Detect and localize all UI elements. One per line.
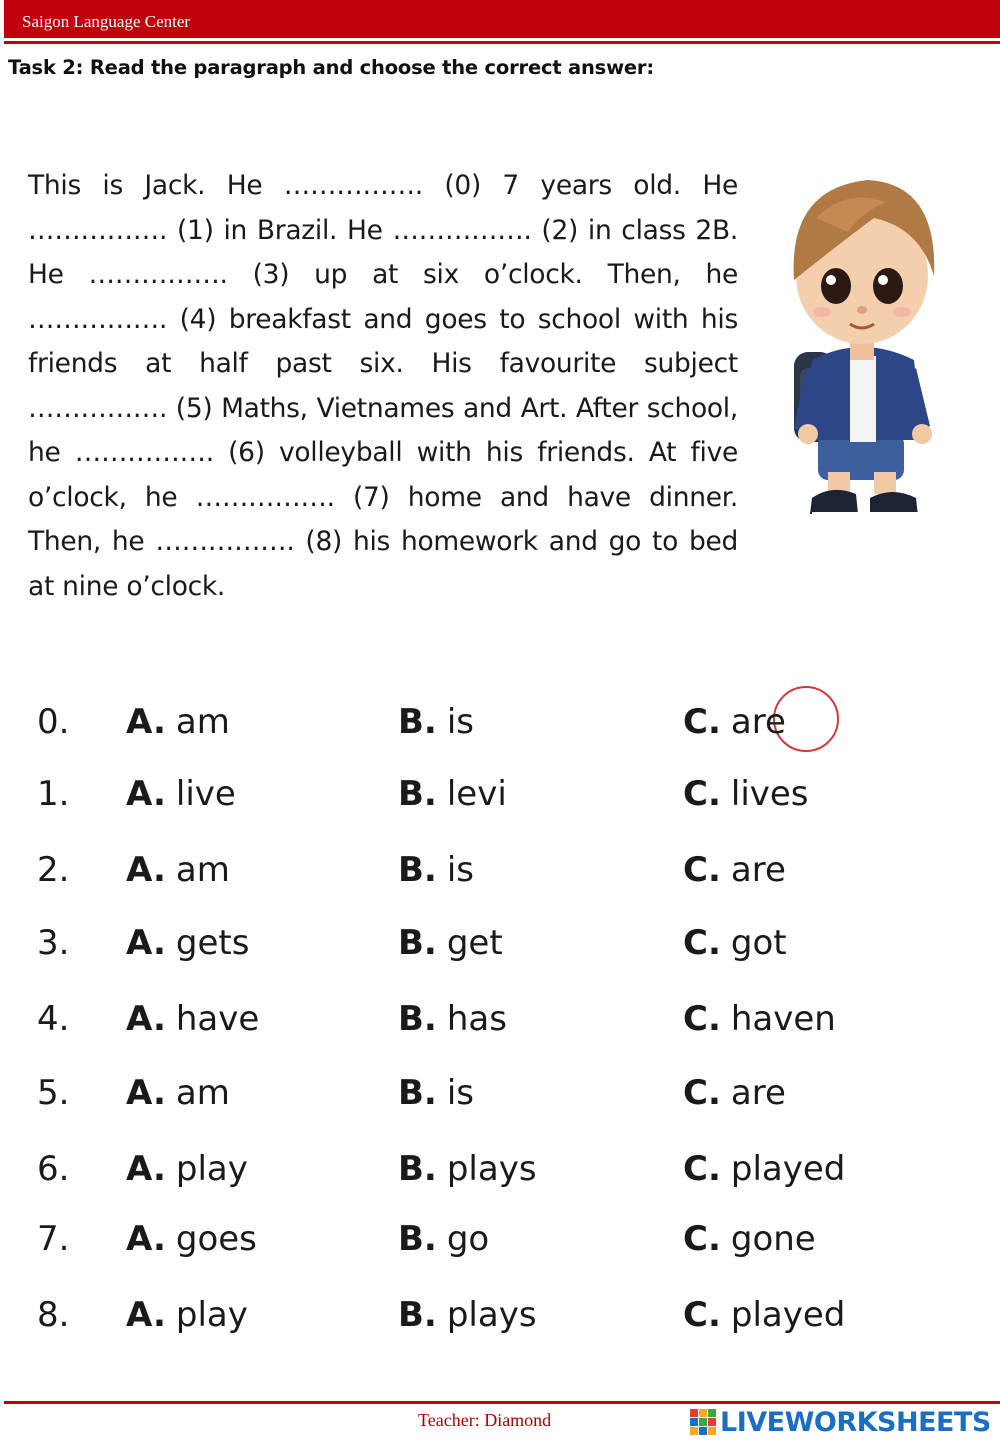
option-letter: C.: [683, 850, 721, 890]
question-row: [0, 923, 1000, 983]
question-number: 5.: [37, 1073, 70, 1113]
option-letter: C.: [683, 774, 721, 814]
option-letter: C.: [683, 923, 721, 963]
option-text: has: [446, 999, 507, 1039]
question-number: 7.: [37, 1219, 70, 1259]
option-letter: B.: [398, 1219, 437, 1259]
option-text: is: [446, 702, 475, 742]
option-letter: C.: [683, 1149, 721, 1189]
option-text: go: [446, 1219, 490, 1259]
option-text: goes: [175, 1219, 257, 1259]
option-letter: C.: [683, 1295, 721, 1335]
option-text: lives: [730, 774, 809, 814]
option-letter: B.: [398, 1073, 437, 1113]
option-letter: A.: [126, 999, 166, 1039]
option-text: played: [730, 1295, 846, 1335]
option-a[interactable]: [126, 999, 259, 1039]
option-text: get: [446, 923, 503, 963]
option-text: live: [175, 774, 236, 814]
option-c[interactable]: [683, 923, 787, 963]
option-a[interactable]: [126, 1149, 248, 1189]
option-text: play: [175, 1295, 248, 1335]
option-letter: B.: [398, 774, 437, 814]
option-b[interactable]: [398, 1295, 537, 1335]
question-number: 0.: [37, 702, 70, 742]
question-row: [0, 1149, 1000, 1209]
option-a[interactable]: [126, 923, 249, 963]
option-b[interactable]: [398, 1219, 489, 1259]
option-text: gets: [175, 923, 250, 963]
option-c[interactable]: [683, 1219, 816, 1259]
option-letter: A.: [126, 1073, 166, 1113]
option-letter: B.: [398, 999, 437, 1039]
option-c[interactable]: [683, 702, 786, 742]
option-text: is: [446, 850, 475, 890]
option-text: are: [730, 702, 786, 742]
option-c[interactable]: [683, 999, 836, 1039]
option-c[interactable]: [683, 1295, 845, 1335]
option-letter: C.: [683, 702, 721, 742]
option-letter: B.: [398, 702, 437, 742]
option-text: play: [175, 1149, 248, 1189]
option-text: plays: [446, 1149, 537, 1189]
question-number: 2.: [37, 850, 70, 890]
option-letter: B.: [398, 1149, 437, 1189]
option-text: am: [175, 850, 230, 890]
option-letter: A.: [126, 923, 166, 963]
task-title: Task 2: Read the paragraph and choose the correct answer:: [8, 56, 654, 79]
option-text: gone: [730, 1219, 816, 1259]
question-number: 6.: [37, 1149, 70, 1189]
option-letter: C.: [683, 1219, 721, 1259]
option-a[interactable]: [126, 1073, 230, 1113]
option-c[interactable]: [683, 850, 786, 890]
question-row: [0, 1295, 1000, 1355]
option-text: am: [175, 1073, 230, 1113]
option-b[interactable]: [398, 850, 474, 890]
option-text: levi: [446, 774, 507, 814]
liveworksheets-logo-icon: [690, 1409, 716, 1435]
question-row: [0, 850, 1000, 910]
option-text: have: [175, 999, 260, 1039]
option-letter: A.: [126, 1219, 166, 1259]
option-b[interactable]: [398, 702, 474, 742]
question-row: [0, 1219, 1000, 1279]
liveworksheets-logo: [690, 1405, 991, 1439]
reading-paragraph: This is Jack. He ……………. (0) 7 years old. He ……………. (1) in Brazil. He ……………. (2) in class 2B. He ……………. (3) up at six o’clock. Then, he ……………. (4) breakfast and goes to school with his friends at half past six. His favourite subject ……………. (5) Maths, Vietnames and Art. After school, he ……………. (6) volleyball with his friends. At five o’clock, he ……………. (7) home and have dinner. Then, he ……………. (8) his homework and go to bed at nine o’clock.: [28, 170, 738, 602]
option-a[interactable]: [126, 702, 230, 742]
footer-divider: [4, 1401, 1000, 1404]
option-letter: B.: [398, 1295, 437, 1335]
question-number: 8.: [37, 1295, 70, 1335]
option-b[interactable]: [398, 923, 503, 963]
liveworksheets-brand: LIVEWORKSHEETS: [720, 1406, 991, 1438]
option-b[interactable]: [398, 1149, 537, 1189]
question-row: [0, 999, 1000, 1059]
option-letter: C.: [683, 999, 721, 1039]
question-number: 1.: [37, 774, 70, 814]
option-b[interactable]: [398, 1073, 474, 1113]
option-text: are: [730, 1073, 786, 1113]
option-c[interactable]: [683, 1073, 786, 1113]
option-letter: B.: [398, 850, 437, 890]
option-letter: A.: [126, 702, 166, 742]
option-letter: A.: [126, 850, 166, 890]
option-a[interactable]: [126, 1219, 257, 1259]
question-number: 4.: [37, 999, 70, 1039]
option-b[interactable]: [398, 774, 507, 814]
question-row: [0, 1073, 1000, 1133]
option-letter: A.: [126, 774, 166, 814]
option-text: plays: [446, 1295, 537, 1335]
option-a[interactable]: [126, 1295, 248, 1335]
option-c[interactable]: [683, 774, 809, 814]
question-row: [0, 702, 1000, 762]
option-text: got: [730, 923, 787, 963]
option-a[interactable]: [126, 774, 236, 814]
option-letter: B.: [398, 923, 437, 963]
option-letter: C.: [683, 1073, 721, 1113]
option-letter: A.: [126, 1149, 166, 1189]
center-name: Saigon Language Center: [22, 12, 191, 31]
option-letter: A.: [126, 1295, 166, 1335]
option-text: is: [446, 1073, 475, 1113]
option-b[interactable]: [398, 999, 507, 1039]
option-text: played: [730, 1149, 846, 1189]
option-a[interactable]: [126, 850, 230, 890]
option-text: are: [730, 850, 786, 890]
option-text: am: [175, 702, 230, 742]
option-c[interactable]: [683, 1149, 845, 1189]
question-number: 3.: [37, 923, 70, 963]
question-row: [0, 774, 1000, 834]
option-text: haven: [730, 999, 836, 1039]
teacher-name: Teacher: Diamond: [418, 1410, 552, 1430]
